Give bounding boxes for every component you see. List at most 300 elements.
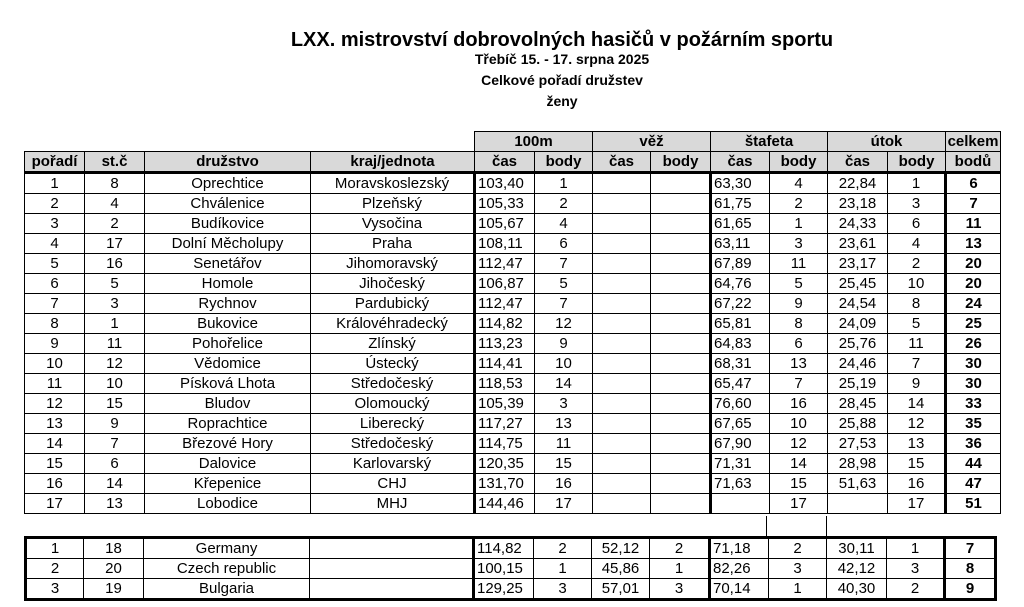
cell-stafeta-body: 2 — [769, 538, 827, 559]
cell-stafeta-cas: 68,31 — [711, 354, 770, 374]
cell-stc: 12 — [85, 354, 145, 374]
cell-utok-cas: 24,33 — [828, 214, 888, 234]
cell-100m-cas: 131,70 — [475, 474, 535, 494]
cell-utok-body: 1 — [888, 173, 946, 194]
cell-kraj — [310, 559, 474, 579]
cell-druzstvo: Pohořelice — [145, 334, 311, 354]
cell-vez-cas — [593, 334, 651, 354]
cell-utok-body: 6 — [888, 214, 946, 234]
cell-stafeta-cas: 82,26 — [710, 559, 769, 579]
cell-utok-cas: 24,09 — [828, 314, 888, 334]
cell-stafeta-body: 3 — [770, 234, 828, 254]
cell-druzstvo: Bukovice — [145, 314, 311, 334]
cell-utok-body: 13 — [888, 434, 946, 454]
cell-utok-cas: 25,45 — [828, 274, 888, 294]
cell-celkem: 47 — [946, 474, 1001, 494]
cell-stc: 15 — [85, 394, 145, 414]
cell-100m-cas: 100,15 — [474, 559, 534, 579]
cell-poradi: 6 — [25, 274, 85, 294]
cell-vez-body — [651, 214, 711, 234]
cell-stafeta-body: 12 — [770, 434, 828, 454]
cell-stafeta-cas: 71,31 — [711, 454, 770, 474]
international-row — [26, 538, 996, 559]
cell-vez-cas: 52,12 — [592, 538, 650, 559]
group-utok: útok — [828, 132, 946, 152]
subtitle: Celkové pořadí družstev — [481, 72, 643, 88]
cell-vez-body — [651, 354, 711, 374]
cell-100m-cas: 103,40 — [475, 173, 535, 194]
cell-utok-body: 9 — [888, 374, 946, 394]
group-vez: věž — [593, 132, 711, 152]
cell-celkem: 6 — [946, 173, 1001, 194]
cell-100m-body: 12 — [535, 314, 593, 334]
cell-poradi: 3 — [26, 579, 84, 600]
cell-stc: 13 — [85, 494, 145, 514]
column-header-row — [25, 152, 1001, 173]
cell-utok-cas: 30,11 — [827, 538, 887, 559]
cell-druzstvo: Oprechtice — [145, 173, 311, 194]
col-kraj: kraj/jednota — [311, 152, 475, 173]
cell-stc: 9 — [85, 414, 145, 434]
cell-100m-body: 3 — [534, 579, 592, 600]
cell-stc: 11 — [85, 334, 145, 354]
cell-stafeta-cas: 61,75 — [711, 194, 770, 214]
cell-stc: 7 — [85, 434, 145, 454]
cell-kraj: Moravskoslezský — [311, 173, 475, 194]
table-row — [25, 173, 1001, 194]
cell-100m-cas: 106,87 — [475, 274, 535, 294]
cell-poradi: 13 — [25, 414, 85, 434]
col-100m-body: body — [535, 152, 593, 173]
cell-stc: 5 — [85, 274, 145, 294]
cell-vez-cas — [593, 314, 651, 334]
cell-vez-cas — [593, 234, 651, 254]
cell-utok-cas: 23,18 — [828, 194, 888, 214]
cell-vez-body — [651, 294, 711, 314]
results-body — [25, 173, 1001, 514]
cell-utok-body: 3 — [887, 559, 945, 579]
cell-100m-cas: 105,67 — [475, 214, 535, 234]
cell-vez-cas: 57,01 — [592, 579, 650, 600]
cell-100m-body: 11 — [535, 434, 593, 454]
cell-celkem: 51 — [946, 494, 1001, 514]
cell-stafeta-cas: 64,83 — [711, 334, 770, 354]
cell-utok-cas: 25,76 — [828, 334, 888, 354]
cell-vez-cas — [593, 474, 651, 494]
cell-vez-body — [651, 454, 711, 474]
cell-utok-body: 2 — [887, 579, 945, 600]
cell-kraj: Karlovarský — [311, 454, 475, 474]
col-stafeta-cas: čas — [711, 152, 770, 173]
cell-stc: 6 — [85, 454, 145, 474]
cell-utok-body: 8 — [888, 294, 946, 314]
cell-stafeta-cas: 67,22 — [711, 294, 770, 314]
cell-poradi: 17 — [25, 494, 85, 514]
cell-utok-cas: 23,17 — [828, 254, 888, 274]
cell-utok-body: 1 — [887, 538, 945, 559]
table-row — [25, 434, 1001, 454]
cell-celkem: 20 — [946, 254, 1001, 274]
cell-vez-cas — [593, 254, 651, 274]
cell-100m-cas: 114,41 — [475, 354, 535, 374]
cell-100m-body: 4 — [535, 214, 593, 234]
cell-kraj: Olomoucký — [311, 394, 475, 414]
cell-100m-body: 7 — [535, 254, 593, 274]
cell-celkem: 13 — [946, 234, 1001, 254]
cell-100m-body: 14 — [535, 374, 593, 394]
cell-utok-cas: 24,54 — [828, 294, 888, 314]
cell-100m-body: 10 — [535, 354, 593, 374]
group-header-row — [25, 132, 1001, 152]
cell-poradi: 4 — [25, 234, 85, 254]
cell-stc: 18 — [84, 538, 144, 559]
cell-druzstvo: Bulgaria — [144, 579, 310, 600]
cell-100m-body: 6 — [535, 234, 593, 254]
cell-vez-body — [651, 494, 711, 514]
cell-celkem: 44 — [946, 454, 1001, 474]
cell-100m-body: 13 — [535, 414, 593, 434]
col-stafeta-body: body — [770, 152, 828, 173]
cell-utok-cas: 22,84 — [828, 173, 888, 194]
separator-line — [766, 516, 767, 536]
table-row — [25, 214, 1001, 234]
cell-druzstvo: Lobodice — [145, 494, 311, 514]
cell-kraj: Pardubický — [311, 294, 475, 314]
table-row — [25, 234, 1001, 254]
cell-100m-cas: 114,82 — [474, 538, 534, 559]
col-utok-body: body — [888, 152, 946, 173]
cell-100m-cas: 112,47 — [475, 294, 535, 314]
cell-poradi: 8 — [25, 314, 85, 334]
cell-stc: 3 — [85, 294, 145, 314]
international-row — [26, 579, 996, 600]
cell-stafeta-cas: 67,89 — [711, 254, 770, 274]
cell-stafeta-body: 6 — [770, 334, 828, 354]
cell-celkem: 24 — [946, 294, 1001, 314]
cell-kraj: Jihomoravský — [311, 254, 475, 274]
cell-druzstvo: Senetářov — [145, 254, 311, 274]
cell-utok-body: 17 — [888, 494, 946, 514]
cell-stc: 20 — [84, 559, 144, 579]
cell-kraj — [310, 579, 474, 600]
cell-druzstvo: Písková Lhota — [145, 374, 311, 394]
cell-stafeta-body: 1 — [770, 214, 828, 234]
group-celkem: celkem — [946, 132, 1001, 152]
cell-vez-body — [651, 234, 711, 254]
cell-stc: 2 — [85, 214, 145, 234]
cell-stafeta-body: 2 — [770, 194, 828, 214]
place-date: Třebíč 15. - 17. srpna 2025 — [474, 51, 650, 67]
cell-utok-body: 10 — [888, 274, 946, 294]
cell-vez-cas — [593, 454, 651, 474]
separator-line — [826, 516, 827, 536]
cell-vez-cas — [593, 354, 651, 374]
cell-stafeta-cas: 65,81 — [711, 314, 770, 334]
cell-vez-cas — [593, 494, 651, 514]
cell-stafeta-body: 1 — [769, 579, 827, 600]
cell-100m-body: 2 — [534, 538, 592, 559]
international-body — [26, 538, 996, 600]
cell-stafeta-cas: 64,76 — [711, 274, 770, 294]
cell-druzstvo: Bludov — [145, 394, 311, 414]
table-row — [25, 254, 1001, 274]
cell-utok-cas — [828, 494, 888, 514]
cell-stafeta-body: 8 — [770, 314, 828, 334]
cell-100m-cas: 108,11 — [475, 234, 535, 254]
cell-utok-body: 7 — [888, 354, 946, 374]
cell-kraj — [310, 538, 474, 559]
cell-celkem: 33 — [946, 394, 1001, 414]
cell-100m-body: 7 — [535, 294, 593, 314]
cell-kraj: Vysočina — [311, 214, 475, 234]
cell-vez-body — [651, 274, 711, 294]
cell-kraj: Praha — [311, 234, 475, 254]
cell-vez-body — [651, 254, 711, 274]
cell-vez-cas — [593, 274, 651, 294]
cell-poradi: 11 — [25, 374, 85, 394]
cell-stafeta-body: 9 — [770, 294, 828, 314]
cell-stafeta-body: 17 — [770, 494, 828, 514]
cell-stafeta-cas — [711, 494, 770, 514]
cell-utok-cas: 25,88 — [828, 414, 888, 434]
cell-stafeta-body: 13 — [770, 354, 828, 374]
cell-kraj: Liberecký — [311, 414, 475, 434]
cell-utok-body: 11 — [888, 334, 946, 354]
cell-stafeta-body: 5 — [770, 274, 828, 294]
cell-utok-body: 5 — [888, 314, 946, 334]
cell-stc: 8 — [85, 173, 145, 194]
cell-utok-cas: 24,46 — [828, 354, 888, 374]
col-poradi: pořadí — [25, 152, 85, 173]
cell-stafeta-cas: 67,65 — [711, 414, 770, 434]
cell-utok-body: 12 — [888, 414, 946, 434]
cell-vez-body — [651, 173, 711, 194]
cell-stafeta-body: 14 — [770, 454, 828, 474]
cell-poradi: 1 — [26, 538, 84, 559]
cell-druzstvo: Dalovice — [145, 454, 311, 474]
cell-100m-cas: 120,35 — [475, 454, 535, 474]
document-title: LXX. mistrovství dobrovolných hasičů v požárním sportu — [290, 29, 834, 51]
cell-kraj: Královéhradecký — [311, 314, 475, 334]
cell-stafeta-body: 3 — [769, 559, 827, 579]
cell-100m-cas: 113,23 — [475, 334, 535, 354]
cell-poradi: 12 — [25, 394, 85, 414]
cell-kraj: Plzeňský — [311, 194, 475, 214]
cell-celkem: 8 — [945, 559, 996, 579]
cell-stc: 1 — [85, 314, 145, 334]
cell-100m-body: 1 — [534, 559, 592, 579]
cell-poradi: 10 — [25, 354, 85, 374]
cell-druzstvo: Dolní Měcholupy — [145, 234, 311, 254]
cell-druzstvo: Roprachtice — [145, 414, 311, 434]
cell-100m-cas: 114,82 — [475, 314, 535, 334]
table-row — [25, 494, 1001, 514]
cell-kraj: Jihočeský — [311, 274, 475, 294]
cell-utok-cas: 40,30 — [827, 579, 887, 600]
cell-100m-body: 5 — [535, 274, 593, 294]
cell-100m-cas: 105,39 — [475, 394, 535, 414]
cell-poradi: 16 — [25, 474, 85, 494]
cell-stafeta-cas: 63,11 — [711, 234, 770, 254]
table-row — [25, 294, 1001, 314]
cell-100m-body: 9 — [535, 334, 593, 354]
col-vez-body: body — [651, 152, 711, 173]
cell-utok-cas: 51,63 — [828, 474, 888, 494]
cell-druzstvo: Czech republic — [144, 559, 310, 579]
cell-poradi: 2 — [26, 559, 84, 579]
cell-utok-body: 14 — [888, 394, 946, 414]
cell-utok-body: 3 — [888, 194, 946, 214]
cell-celkem: 20 — [946, 274, 1001, 294]
cell-100m-body: 3 — [535, 394, 593, 414]
cell-druzstvo: Vědomice — [145, 354, 311, 374]
cell-100m-body: 16 — [535, 474, 593, 494]
cell-vez-body — [651, 474, 711, 494]
cell-druzstvo: Rychnov — [145, 294, 311, 314]
cell-stafeta-cas: 61,65 — [711, 214, 770, 234]
cell-utok-body: 16 — [888, 474, 946, 494]
cell-vez-cas — [593, 294, 651, 314]
cell-vez-body — [651, 374, 711, 394]
cell-vez-body: 2 — [650, 538, 710, 559]
table-row — [25, 454, 1001, 474]
cell-vez-cas: 45,86 — [592, 559, 650, 579]
cell-vez-body: 1 — [650, 559, 710, 579]
col-100m-cas: čas — [475, 152, 535, 173]
cell-stc: 14 — [85, 474, 145, 494]
table-row — [25, 314, 1001, 334]
cell-kraj: Středočeský — [311, 434, 475, 454]
cell-druzstvo: Homole — [145, 274, 311, 294]
cell-vez-cas — [593, 214, 651, 234]
cell-stafeta-cas: 65,47 — [711, 374, 770, 394]
table-row — [25, 374, 1001, 394]
cell-vez-body: 3 — [650, 579, 710, 600]
cell-stafeta-cas: 71,63 — [711, 474, 770, 494]
cell-stafeta-body: 15 — [770, 474, 828, 494]
cell-100m-cas: 144,46 — [475, 494, 535, 514]
cell-celkem: 30 — [946, 374, 1001, 394]
cell-stafeta-body: 10 — [770, 414, 828, 434]
cell-100m-cas: 117,27 — [475, 414, 535, 434]
cell-celkem: 7 — [945, 538, 996, 559]
cell-celkem: 11 — [946, 214, 1001, 234]
cell-poradi: 7 — [25, 294, 85, 314]
category: ženy — [546, 93, 578, 109]
cell-stafeta-body: 16 — [770, 394, 828, 414]
col-celkem-body: bodů — [946, 152, 1001, 173]
table-separator — [24, 516, 1000, 536]
cell-utok-cas: 42,12 — [827, 559, 887, 579]
cell-celkem: 26 — [946, 334, 1001, 354]
cell-poradi: 3 — [25, 214, 85, 234]
cell-utok-cas: 28,98 — [828, 454, 888, 474]
cell-vez-body — [651, 434, 711, 454]
cell-celkem: 35 — [946, 414, 1001, 434]
cell-druzstvo: Křepenice — [145, 474, 311, 494]
table-row — [25, 394, 1001, 414]
cell-stafeta-cas: 63,30 — [711, 173, 770, 194]
cell-stafeta-body: 7 — [770, 374, 828, 394]
table-row — [25, 474, 1001, 494]
cell-utok-body: 2 — [888, 254, 946, 274]
cell-poradi: 14 — [25, 434, 85, 454]
cell-100m-cas: 129,25 — [474, 579, 534, 600]
cell-100m-body: 1 — [535, 173, 593, 194]
cell-druzstvo: Germany — [144, 538, 310, 559]
cell-stafeta-cas: 76,60 — [711, 394, 770, 414]
cell-kraj: Ústecký — [311, 354, 475, 374]
cell-kraj: Zlínský — [311, 334, 475, 354]
international-row — [26, 559, 996, 579]
table-row — [25, 334, 1001, 354]
cell-vez-cas — [593, 394, 651, 414]
cell-utok-body: 15 — [888, 454, 946, 474]
cell-celkem: 30 — [946, 354, 1001, 374]
cell-stc: 10 — [85, 374, 145, 394]
cell-celkem: 36 — [946, 434, 1001, 454]
cell-celkem: 25 — [946, 314, 1001, 334]
cell-vez-body — [651, 394, 711, 414]
table-row — [25, 354, 1001, 374]
cell-utok-body: 4 — [888, 234, 946, 254]
cell-vez-body — [651, 314, 711, 334]
cell-stafeta-cas: 70,14 — [710, 579, 769, 600]
group-100m: 100m — [475, 132, 593, 152]
cell-vez-body — [651, 334, 711, 354]
table-row — [25, 414, 1001, 434]
cell-poradi: 5 — [25, 254, 85, 274]
cell-100m-body: 15 — [535, 454, 593, 474]
cell-stc: 16 — [85, 254, 145, 274]
col-vez-cas: čas — [593, 152, 651, 173]
cell-stc: 17 — [85, 234, 145, 254]
cell-kraj: CHJ — [311, 474, 475, 494]
international-table — [24, 536, 997, 601]
cell-100m-cas: 114,75 — [475, 434, 535, 454]
cell-100m-cas: 112,47 — [475, 254, 535, 274]
cell-stc: 19 — [84, 579, 144, 600]
cell-stafeta-body: 4 — [770, 173, 828, 194]
col-utok-cas: čas — [828, 152, 888, 173]
col-druzstvo: družstvo — [145, 152, 311, 173]
cell-poradi: 1 — [25, 173, 85, 194]
cell-stafeta-body: 11 — [770, 254, 828, 274]
cell-vez-cas — [593, 434, 651, 454]
cell-vez-cas — [593, 414, 651, 434]
cell-druzstvo: Chválenice — [145, 194, 311, 214]
cell-100m-body: 17 — [535, 494, 593, 514]
cell-utok-cas: 23,61 — [828, 234, 888, 254]
cell-vez-body — [651, 414, 711, 434]
cell-poradi: 9 — [25, 334, 85, 354]
cell-celkem: 9 — [945, 579, 996, 600]
cell-poradi: 2 — [25, 194, 85, 214]
cell-utok-cas: 28,45 — [828, 394, 888, 414]
cell-stafeta-cas: 67,90 — [711, 434, 770, 454]
cell-vez-body — [651, 194, 711, 214]
cell-kraj: Středočeský — [311, 374, 475, 394]
cell-poradi: 15 — [25, 454, 85, 474]
cell-vez-cas — [593, 194, 651, 214]
cell-stafeta-cas: 71,18 — [710, 538, 769, 559]
col-stc: st.č — [85, 152, 145, 173]
table-row — [25, 194, 1001, 214]
cell-druzstvo: Březové Hory — [145, 434, 311, 454]
cell-druzstvo: Budíkovice — [145, 214, 311, 234]
cell-vez-cas — [593, 173, 651, 194]
cell-100m-body: 2 — [535, 194, 593, 214]
